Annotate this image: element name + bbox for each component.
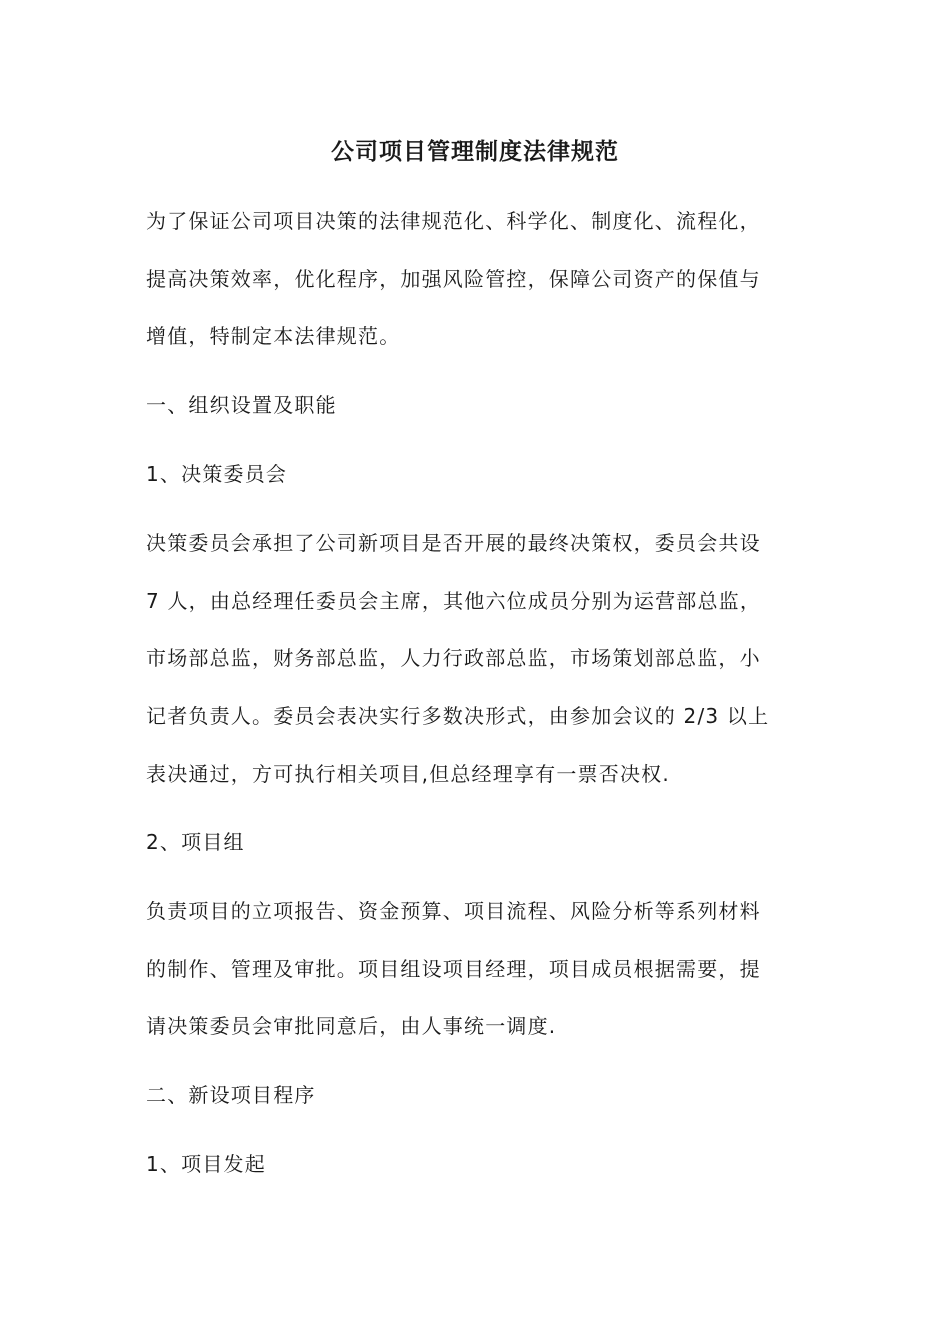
subsection-heading-project-team: 2、项目组 bbox=[146, 830, 245, 854]
committee-line: 记者负责人。委员会表决实行多数决形式，由参加会议的 2/3 以上 bbox=[146, 704, 770, 729]
subsection-heading-committee: 1、决策委员会 bbox=[146, 462, 288, 486]
committee-paragraph bbox=[146, 515, 810, 804]
project-team-line: 的制作、管理及审批。项目组设项目经理，项目成员根据需要，提 bbox=[146, 956, 761, 981]
document-title: 公司项目管理制度法律规范 bbox=[331, 139, 619, 165]
committee-line: 表决通过，方可执行相关项目,但总经理享有一票否决权. bbox=[146, 761, 670, 786]
project-team-line: 负责项目的立项报告、资金预算、项目流程、风险分析等系列材料 bbox=[146, 899, 761, 923]
intro-paragraph bbox=[146, 193, 810, 366]
section-heading-new-project: 二、新设项目程序 bbox=[146, 1083, 316, 1107]
committee-line: 市场部总监，财务部总监，人力行政部总监，市场策划部总监，小 bbox=[146, 646, 761, 671]
project-team-line: 请决策委员会审批同意后，由人事统一调度. bbox=[146, 1014, 557, 1039]
committee-line: 7 人，由总经理任委员会主席，其他六位成员分别为运营部总监， bbox=[146, 588, 762, 613]
project-team-paragraph bbox=[146, 883, 810, 1056]
section-heading-organization: 一、组织设置及职能 bbox=[146, 393, 337, 417]
subsection-heading-project-initiation: 1、项目发起 bbox=[146, 1152, 266, 1176]
intro-line: 提高决策效率，优化程序，加强风险管控，保障公司资产的保值与 bbox=[146, 266, 761, 291]
intro-line: 为了保证公司项目决策的法律规范化、科学化、制度化、流程化， bbox=[146, 209, 761, 233]
intro-line: 增值，特制定本法律规范。 bbox=[146, 324, 401, 349]
committee-line: 决策委员会承担了公司新项目是否开展的最终决策权，委员会共设 bbox=[146, 531, 761, 555]
